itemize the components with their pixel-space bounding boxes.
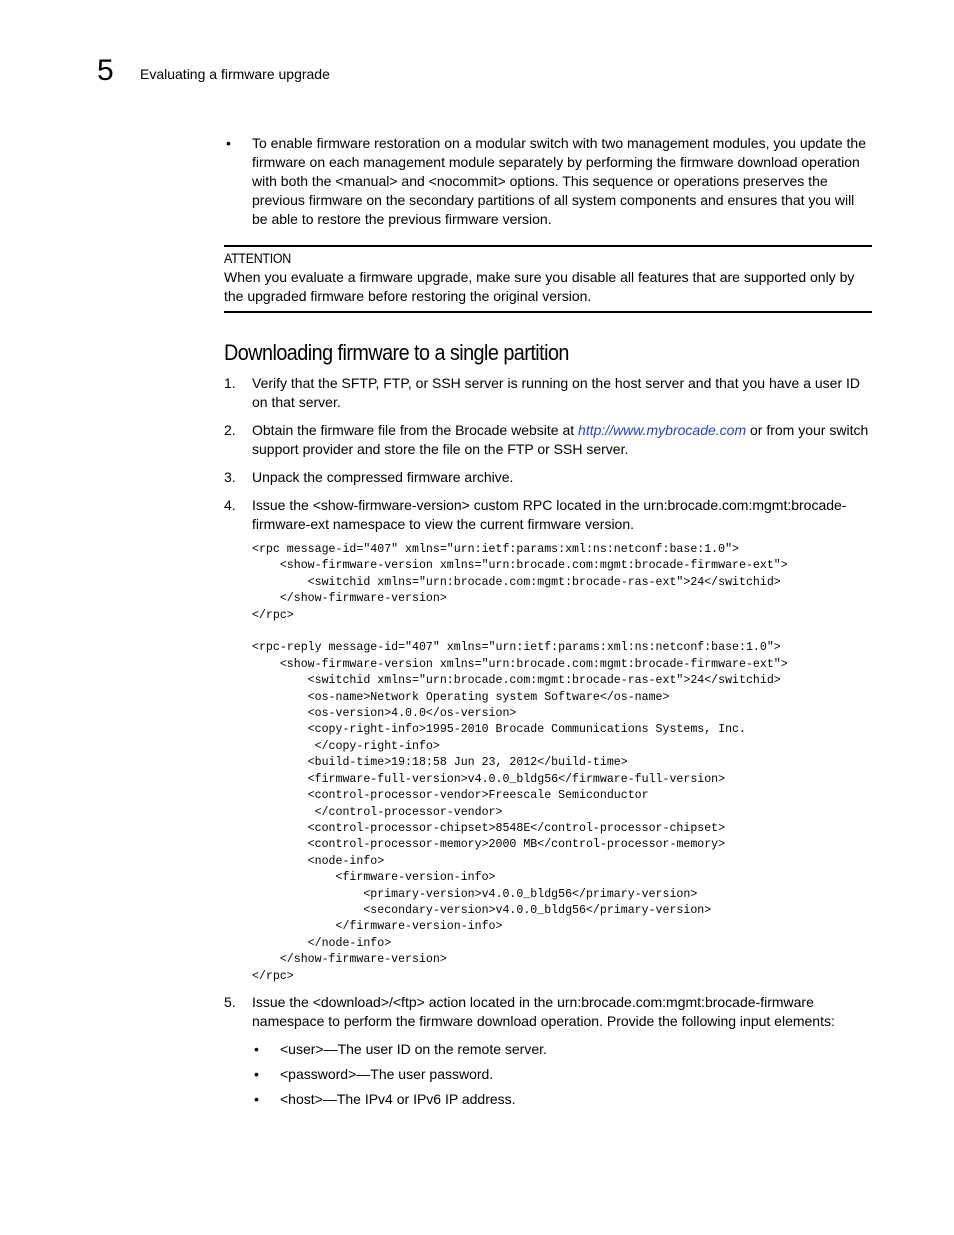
section-title: Downloading firmware to a single partition <box>224 340 569 365</box>
attention-box <box>224 245 872 313</box>
step-text-after-link: or from your switch support provider and store the file on the FTP or SSH server. <box>252 422 869 457</box>
bullet-icon: • <box>226 135 231 151</box>
input-element-item <box>224 1040 872 1059</box>
input-element-text: <user>—The user ID on the remote server. <box>280 1040 547 1057</box>
step-text: Unpack the compressed firmware archive. <box>252 469 514 485</box>
code-block: <rpc message-id="407" xmlns="urn:ietf:params:xml:ns:netconf:base:1.0"> <show-firmware-version xmlns="urn:brocade.com:mgmt:brocade-firmware-ext"> <switchid xmlns="urn:brocade.com:mgmt:brocade-ras-ext">24</switchid> </show-firmware-version> </rpc> <rpc-reply message-id="407" xmlns="urn:ietf:params:xml:ns:netconf:base:1.0"> <show-firmware-version xmlns="urn:brocade.com:mgmt:brocade-firmware-ext"> <switchid xmlns="urn:brocade.com:mgmt:brocade-ras-ext">24</switchid> <os-name>Network Operating system Software</os-name> <os-version>4.0.0</os-version> <copy-right-info>1995-2010 Brocade Communications Systems, Inc. </copy-right-info> <build-time>19:18:58 Jun 23, 2012</build-time> <firmware-full-version>v4.0.0_bldg56</firmware-full-version> <control-processor-vendor>Freescale Semiconductor </control-processor-vendor> <control-processor-chipset>8548E</control-processor-chipset> <control-processor-memory>2000 MB</control-processor-memory> <node-info> <firmware-version-info> <primary-version>v4.0.0_bldg56</primary-version> <secondary-version>v4.0.0_bldg56</primary-version> </firmware-version-info> </node-info> </show-firmware-version> </rpc> <box>252 543 788 983</box>
step-1 <box>224 374 872 412</box>
step-number: 1. <box>224 375 236 391</box>
step-number: 2. <box>224 422 236 438</box>
step-number: 3. <box>224 469 236 485</box>
step-text: Issue the <show-firmware-version> custom RPC located in the urn:brocade.com:mgmt:brocade-firmware-ext namespace to view the current firmware version. <box>252 497 847 532</box>
step-5 <box>224 993 872 1031</box>
intro-bullet <box>224 134 872 229</box>
step-text: Issue the <download>/<ftp> action located in the urn:brocade.com:mgmt:brocade-firmware namespace to perform the firmware download operation. Provide the following input elements: <box>252 993 835 1029</box>
bullet-icon: • <box>254 1065 259 1082</box>
chapter-title: Evaluating a firmware upgrade <box>140 66 330 82</box>
step-number: 4. <box>224 497 236 513</box>
chapter-number: 5 <box>97 54 114 87</box>
step-3 <box>224 468 872 487</box>
attention-text: When you evaluate a firmware upgrade, make sure you disable all features that are supported only by the upgraded firmware before restoring the original version. <box>224 269 855 304</box>
bullet-icon: • <box>254 1040 259 1057</box>
step-2 <box>224 421 872 459</box>
main-content <box>224 134 872 1115</box>
intro-bullet-text: To enable firmware restoration on a modular switch with two management modules, you update the firmware on each management module separately by performing the firmware download operation with both the <manual> and <nocommit> options. This sequence or operations preserves the previous firmware on the secondary partitions of all system components and ensures that you will be able to restore the previous firmware version. <box>252 135 866 227</box>
mybrocade-link[interactable]: http://www.mybrocade.com <box>578 422 747 438</box>
step-text: Verify that the SFTP, FTP, or SSH server is running on the host server and that you have a user ID on that server. <box>252 375 861 410</box>
step-text-before-link: Obtain the firmware file from the Brocade website at <box>252 422 579 438</box>
attention-heading: ATTENTION <box>224 251 291 266</box>
bullet-icon: • <box>254 1090 259 1107</box>
step-4 <box>224 496 872 534</box>
input-element-item <box>224 1090 872 1109</box>
step-number: 5. <box>224 993 236 1010</box>
input-element-text: <host>—The IPv4 or IPv6 IP address. <box>280 1090 516 1107</box>
input-element-item <box>224 1065 872 1084</box>
input-element-text: <password>—The user password. <box>280 1065 494 1082</box>
